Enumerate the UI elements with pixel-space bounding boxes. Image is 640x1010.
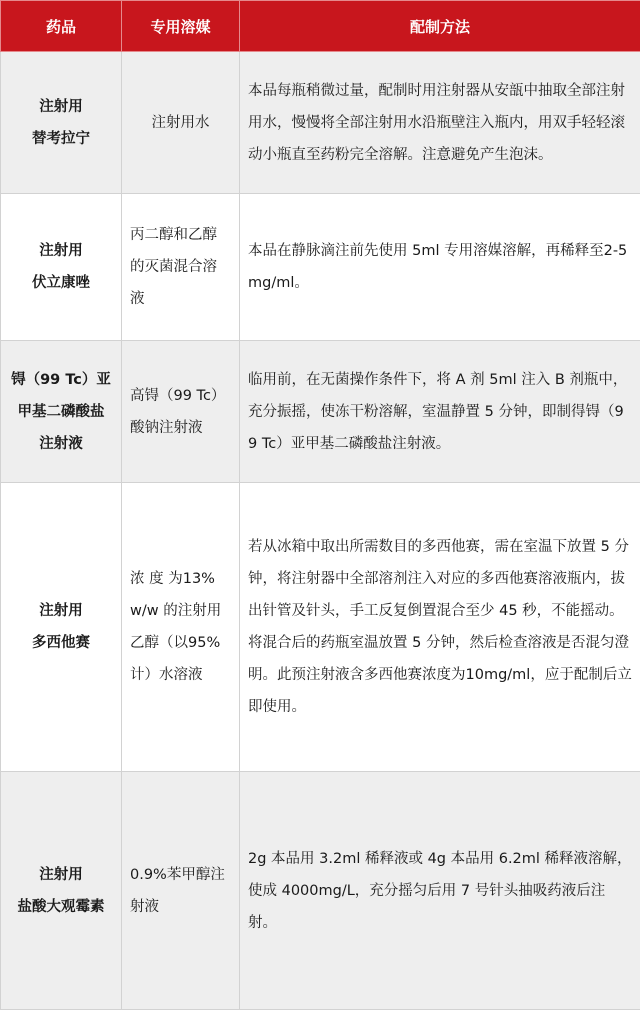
solvent-cell: 0.9%苯甲醇注射液 [122,772,240,1010]
drug-name: 锝（99 Tc）亚 甲基二磷酸盐 注射液 [1,341,122,483]
method-cell: 本品每瓶稍微过量，配制时用注射器从安瓿中抽取全部注射用水，慢慢将全部注射用水沿瓶壁注入瓶内，用双手轻轻滚动小瓶直至药粉完全溶解。注意避免产生泡沫。 [240,52,640,194]
method-cell: 若从冰箱中取出所需数目的多西他赛，需在室温下放置 5 分钟，将注射器中全部溶剂注入对应的多西他赛溶液瓶内，拔出针管及针头，手工反复倒置混合至少 45 秒，不能摇动。将混合后的药瓶室温放置 5 分钟，然后检查溶液是否混匀澄明。此预注射液含多西他赛浓度为10mg/ml，应于配制后立即使用。 [240,483,640,772]
table-row [1,194,640,341]
table-row [1,772,640,1010]
drug-name: 注射用 盐酸大观霉素 [1,772,122,1010]
method-cell: 临用前，在无菌操作条件下，将 A 剂 5ml 注入 B 剂瓶中，充分振摇，使冻干粉溶解，室温静置 5 分钟，即制得锝（99 Tc）亚甲基二磷酸盐注射液。 [240,341,640,483]
drug-name: 注射用 伏立康唑 [1,194,122,341]
method-cell: 本品在静脉滴注前先使用 5ml 专用溶媒溶解，再稀释至2-5mg/ml。 [240,194,640,341]
drug-name: 注射用 替考拉宁 [1,52,122,194]
header-solvent: 专用溶媒 [122,1,240,52]
solvent-cell: 注射用水 [122,52,240,194]
solvent-cell: 浓 度 为13%w/w 的注射用乙醇（以95%计）水溶液 [122,483,240,772]
header-drug: 药品 [1,1,122,52]
solvent-cell: 丙二醇和乙醇的灭菌混合溶液 [122,194,240,341]
method-cell: 2g 本品用 3.2ml 稀释液或 4g 本品用 6.2ml 稀释液溶解，使成 4000mg/L，充分摇匀后用 7 号针头抽吸药液后注射。 [240,772,640,1010]
header-method: 配制方法 [240,1,640,52]
table-row [1,483,640,772]
table-row [1,341,640,483]
drug-name: 注射用 多西他赛 [1,483,122,772]
table-header-row [1,1,640,52]
table-row [1,52,640,194]
solvent-cell: 高锝（99 Tc）酸钠注射液 [122,341,240,483]
